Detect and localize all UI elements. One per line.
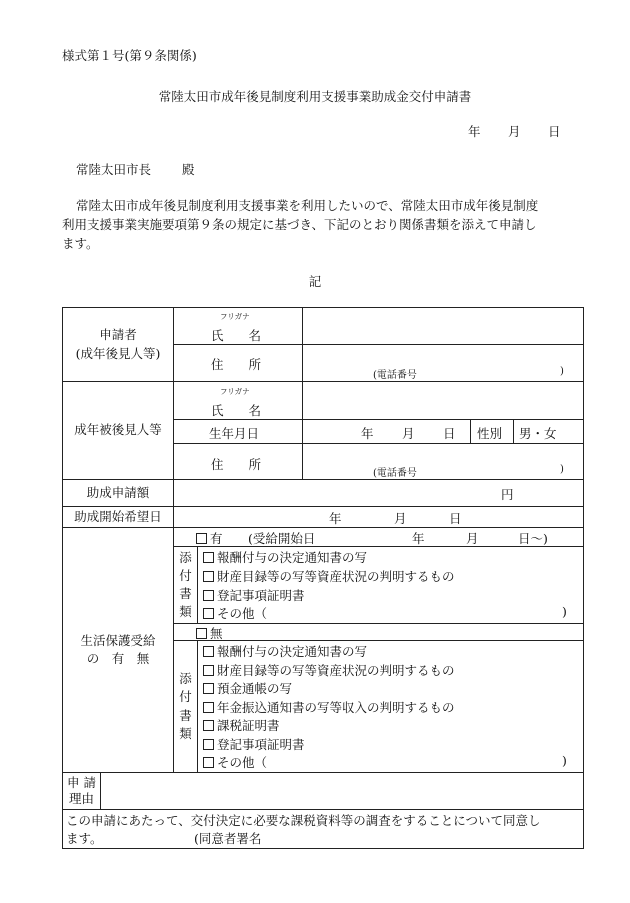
ward-gender-value[interactable]: 男・女 xyxy=(519,426,557,441)
doc-label: 登記事項証明書 xyxy=(217,737,305,752)
doc-label: その他（ xyxy=(217,755,268,770)
welfare-no-label: 無 xyxy=(210,626,223,641)
consent-signature-label: (同意者署名 xyxy=(194,831,262,846)
ward-address-field[interactable] xyxy=(303,444,583,479)
attach-char: 付 xyxy=(179,689,192,705)
attach-char: 書 xyxy=(179,586,192,601)
ward-birth-year: 年 xyxy=(361,426,374,441)
applicant-label-main: 申請者 xyxy=(99,327,137,343)
reason-label-line1: 申 請 xyxy=(67,774,96,790)
checkbox[interactable] xyxy=(203,608,214,619)
applicant-address-label: 住 所 xyxy=(211,357,262,372)
amount-unit: 円 xyxy=(501,487,514,502)
start-date-label: 助成開始希望日 xyxy=(74,508,162,524)
start-date-month: 月 xyxy=(394,511,407,526)
consent-line1: この申請にあたって、交付決定に必要な課税資料等の調査をすることについて同意し xyxy=(66,813,541,828)
checkbox[interactable] xyxy=(203,683,214,694)
date-month: 月 xyxy=(508,124,521,139)
yes-other-close: ) xyxy=(562,604,567,619)
ward-furigana-label: フリガナ xyxy=(220,387,250,396)
ward-birth-label: 生年月日 xyxy=(209,426,260,441)
welfare-no-option[interactable] xyxy=(196,624,223,642)
welfare-label-main: 生活保護受給 xyxy=(80,632,156,648)
ki-heading: 記 xyxy=(308,274,322,289)
consent-signature-field[interactable] xyxy=(270,828,582,847)
doc-label: 報酬付与の決定通知書の写 xyxy=(217,644,368,659)
applicant-name-label: 氏 名 xyxy=(211,328,262,343)
ward-birth-day: 日 xyxy=(443,426,456,441)
applicant-name-field[interactable] xyxy=(303,308,583,344)
attach-char: 書 xyxy=(179,707,192,723)
attach-char: 付 xyxy=(179,567,192,583)
doc-label: 報酬付与の決定通知書の写 xyxy=(217,550,368,565)
body-text-line2: 利用支援事業実施要項第９条の規定に基づき、下記のとおり関係書類を添えて申請し xyxy=(62,217,537,232)
date-day: 日 xyxy=(548,124,561,139)
applicant-phone-close: ) xyxy=(560,366,564,377)
no-doc-item[interactable] xyxy=(203,753,267,771)
ward-phone-label: (電話番号 xyxy=(373,468,417,479)
reason-label-line2: 理由 xyxy=(68,791,94,806)
welfare-yes-start-label: (受給開始日 xyxy=(248,531,316,546)
attach-char: 類 xyxy=(179,725,192,741)
welfare-yes-option[interactable] xyxy=(196,529,223,547)
checkbox[interactable] xyxy=(203,590,214,601)
amount-label: 助成申請額 xyxy=(86,484,150,500)
welfare-yes-checkbox[interactable] xyxy=(196,533,207,544)
attach-char: 添 xyxy=(179,671,192,687)
no-doc-item[interactable] xyxy=(203,698,455,716)
doc-label: 登記事項証明書 xyxy=(217,588,305,603)
ward-name-label: 氏 名 xyxy=(211,403,262,418)
doc-label: 財産目録等の写等資産状況の判明するもの xyxy=(217,569,455,584)
ward-phone-close: ) xyxy=(560,464,564,475)
attach-char: 類 xyxy=(179,604,192,620)
addressee: 常陸太田市長 xyxy=(76,162,152,177)
doc-label: 課税証明書 xyxy=(217,718,280,733)
yes-attachments-label xyxy=(174,547,197,623)
document-title: 常陸太田市成年後見制度利用支援事業助成金交付申請書 xyxy=(158,89,472,104)
doc-label: その他（ xyxy=(217,606,268,621)
ward-address-label: 住 所 xyxy=(211,457,262,472)
consent-line2: ます。 xyxy=(66,831,103,846)
doc-label: 財産目録等の写等資産状況の判明するもの xyxy=(217,663,455,678)
reason-label xyxy=(63,773,100,809)
welfare-yes-year: 年 xyxy=(412,531,425,546)
start-date-year: 年 xyxy=(329,511,342,526)
no-doc-item[interactable] xyxy=(203,735,305,753)
welfare-no-checkbox[interactable] xyxy=(196,628,207,639)
start-date-day: 日 xyxy=(449,511,462,526)
reason-field[interactable] xyxy=(101,773,583,809)
no-other-close: ) xyxy=(562,753,567,768)
checkbox[interactable] xyxy=(203,571,214,582)
applicant-furigana-label: フリガナ xyxy=(220,312,250,321)
amount-field[interactable] xyxy=(174,480,583,506)
yes-doc-item[interactable] xyxy=(203,548,367,566)
applicant-phone-label: (電話番号 xyxy=(373,370,417,381)
form-number: 様式第１号(第９条関係) xyxy=(62,48,197,63)
welfare-label xyxy=(63,528,173,772)
no-doc-item[interactable] xyxy=(203,661,455,679)
welfare-yes-day: 日〜) xyxy=(518,531,548,546)
ward-gender-label: 性別 xyxy=(477,426,503,441)
applicant-label-sub: (成年後見人等) xyxy=(75,345,161,361)
addressee-honorific: 殿 xyxy=(182,162,195,177)
doc-label: 預金通帳の写 xyxy=(217,681,293,696)
yes-doc-item[interactable] xyxy=(203,604,267,622)
no-doc-item[interactable] xyxy=(203,679,292,697)
ward-name-field[interactable] xyxy=(303,382,583,419)
checkbox[interactable] xyxy=(203,702,214,713)
yes-doc-item[interactable] xyxy=(203,586,305,604)
checkbox[interactable] xyxy=(203,720,214,731)
attach-char: 添 xyxy=(179,549,192,565)
date-year: 年 xyxy=(468,124,481,139)
welfare-yes-month: 月 xyxy=(466,531,479,546)
ward-birth-month: 月 xyxy=(402,426,415,441)
yes-doc-item[interactable] xyxy=(203,567,455,585)
checkbox[interactable] xyxy=(203,665,214,676)
ward-label: 成年被後見人等 xyxy=(74,422,162,438)
doc-label: 年金振込通知書の写等収入の判明するもの xyxy=(217,700,455,715)
no-doc-item[interactable] xyxy=(203,642,367,660)
checkbox[interactable] xyxy=(203,757,214,768)
checkbox[interactable] xyxy=(203,552,214,563)
checkbox[interactable] xyxy=(203,646,214,657)
checkbox[interactable] xyxy=(203,739,214,750)
applicant-label xyxy=(63,308,173,381)
no-attachments-label xyxy=(174,641,197,772)
no-doc-item[interactable] xyxy=(203,716,280,734)
body-text-line1: 常陸太田市成年後見制度利用支援事業を利用したいので、常陸太田市成年後見制度 xyxy=(76,198,539,213)
body-text-line3: ます。 xyxy=(62,236,99,251)
applicant-address-field[interactable] xyxy=(303,345,583,381)
welfare-label-sub: の 有 無 xyxy=(86,651,150,666)
welfare-yes-label: 有 xyxy=(210,531,223,546)
